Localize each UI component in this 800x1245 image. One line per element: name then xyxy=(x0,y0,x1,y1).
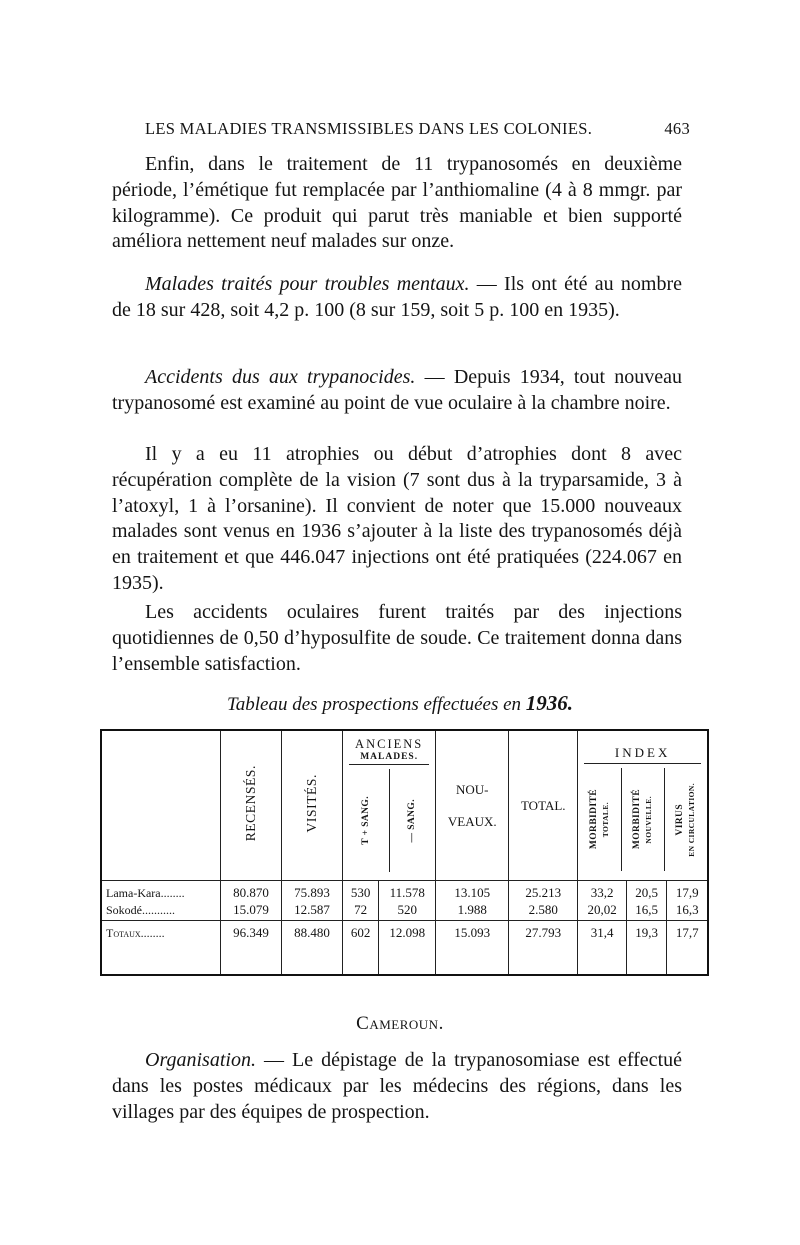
section-title: Cameroun. xyxy=(356,1013,444,1034)
header-total: TOTAL. xyxy=(509,730,578,881)
table-row xyxy=(101,901,708,921)
header-morbidite-totale: MORBIDITÉ TOTALE. xyxy=(578,768,621,871)
table-caption-year: 1936. xyxy=(525,691,574,715)
paragraph-organisation xyxy=(112,1048,682,1125)
cell-recenses: 15.079 xyxy=(221,901,282,921)
paragraph-accidents-heading: Accidents dus aux trypanocides. xyxy=(145,366,416,388)
cell-sang-plus: 72 xyxy=(343,901,379,921)
cell-morbidite-totale: 33,2 xyxy=(578,881,627,901)
totals-morbidite-totale: 31,4 xyxy=(578,921,627,945)
paragraph-accidents xyxy=(112,365,682,417)
running-header xyxy=(145,119,690,139)
cell-virus: 17,9 xyxy=(667,881,708,901)
totals-nouveaux: 15.093 xyxy=(436,921,509,945)
cell-visites: 12.587 xyxy=(282,901,343,921)
paragraph-troubles-mentaux-heading: Malades traités pour troubles mentaux. xyxy=(145,273,470,295)
running-header-title: LES MALADIES TRANSMISSIBLES DANS LES COLONIES. xyxy=(145,119,593,138)
paragraph-accidents-text: — Depuis 1934, tout nouveau trypanosomé est examiné au point de vue oculaire à la chambre noire. xyxy=(112,366,682,414)
cell-visites: 75.893 xyxy=(282,881,343,901)
table-row xyxy=(101,881,708,901)
header-malades: MALADES. xyxy=(360,752,419,762)
cell-total: 25.213 xyxy=(509,881,578,901)
header-index xyxy=(578,730,708,881)
table-caption-text: Tableau des prospections effectuées en xyxy=(226,694,522,715)
header-t-sang-minus: — SANG. xyxy=(407,798,418,843)
cell-recenses: 80.870 xyxy=(221,881,282,901)
cell-morbidite-nouvelle: 20,5 xyxy=(626,881,666,901)
cell-morbidite-totale: 20,02 xyxy=(578,901,627,921)
paragraph-organisation-heading: Organisation. xyxy=(145,1049,256,1071)
header-nouveaux-2: VEAUX. xyxy=(447,813,497,829)
header-recenses: RECENSÉS. xyxy=(221,730,282,881)
header-nouveaux xyxy=(436,730,509,881)
cell-morbidite-nouvelle: 16,5 xyxy=(626,901,666,921)
paragraph-troubles-mentaux-text: — Ils ont été au nombre de 18 sur 428, soit 4,2 p. 100 (8 sur 159, soit 5 p. 100 en 1935). xyxy=(112,273,682,321)
paragraph-troubles-mentaux xyxy=(112,272,682,324)
table-bottom-spacer xyxy=(101,945,708,975)
paragraph-emetique: Enfin, dans le traitement de 11 trypanosomés en deuxième période, l’émétique fut remplacée par l’anthiomaline (4 à 8 mmgr. par kilogramme). Ce produit qui parut très maniable et bien supporté améliora nettement neuf malades sur onze. xyxy=(112,153,682,253)
header-t-sang-plus: T + SANG. xyxy=(343,769,390,872)
totals-visites: 88.480 xyxy=(282,921,343,945)
header-anciens-malades xyxy=(343,730,436,881)
header-anciens-bracket xyxy=(349,764,429,765)
paragraph-atrophies: Il y a eu 11 atrophies ou début d’atrophies dont 8 avec récupération complète de la vision (7 sont dus à la tryparsamide, 3 à l’atoxyl, 1 à l’orsanine). Il convient de noter que 15.000 nouveaux malades sont venus en 1936 s’ajouter à la liste des trypanosomés déjà en traitement et que 446.047 injections ont été pratiquées (224.067 en 1935). xyxy=(112,443,682,594)
cell-sang-plus: 530 xyxy=(343,881,379,901)
header-index-label: INDEX xyxy=(614,745,671,760)
paragraph-hyposulfite: Les accidents oculaires furent traités par des injections quotidiennes de 0,50 d’hyposulfite de soude. Ce traitement donna dans l’ensemble satisfaction. xyxy=(112,601,682,675)
header-anciens: ANCIENS xyxy=(355,737,424,751)
header-virus: VIRUS EN CIRCULATION. xyxy=(675,782,697,857)
cell-sang-minus: 520 xyxy=(379,901,436,921)
page-number: 463 xyxy=(664,119,690,138)
totals-sang-plus: 602 xyxy=(343,921,379,945)
totals-morbidite-nouvelle: 19,3 xyxy=(626,921,666,945)
cell-nouveaux: 13.105 xyxy=(436,881,509,901)
row-label: Sokodé........... xyxy=(101,901,221,921)
totals-total: 27.793 xyxy=(509,921,578,945)
cell-sang-minus: 11.578 xyxy=(379,881,436,901)
cell-total: 2.580 xyxy=(509,901,578,921)
header-nouveaux-1: NOU- xyxy=(456,781,489,797)
paragraph-organisation-text: — Le dépistage de la trypanosomiase est effectué dans les postes médicaux par les médecins des régions, dans les villages par des équipes de prospection. xyxy=(112,1049,682,1123)
totals-recenses: 96.349 xyxy=(221,921,282,945)
table-caption xyxy=(0,691,800,716)
header-visites: VISITÉS. xyxy=(282,730,343,881)
totals-sang-minus: 12.098 xyxy=(379,921,436,945)
cell-nouveaux: 1.988 xyxy=(436,901,509,921)
cell-virus: 16,3 xyxy=(667,901,708,921)
header-index-bracket xyxy=(584,763,701,764)
totals-virus: 17,7 xyxy=(667,921,708,945)
table-corner xyxy=(101,730,221,881)
totals-row xyxy=(101,921,708,945)
prospections-table xyxy=(100,729,709,976)
header-morbidite-nouvelle: MORBIDITÉ NOUVELLE. xyxy=(622,768,665,871)
row-label: Lama-Kara........ xyxy=(101,881,221,901)
totals-label: Totaux........ xyxy=(101,921,221,945)
